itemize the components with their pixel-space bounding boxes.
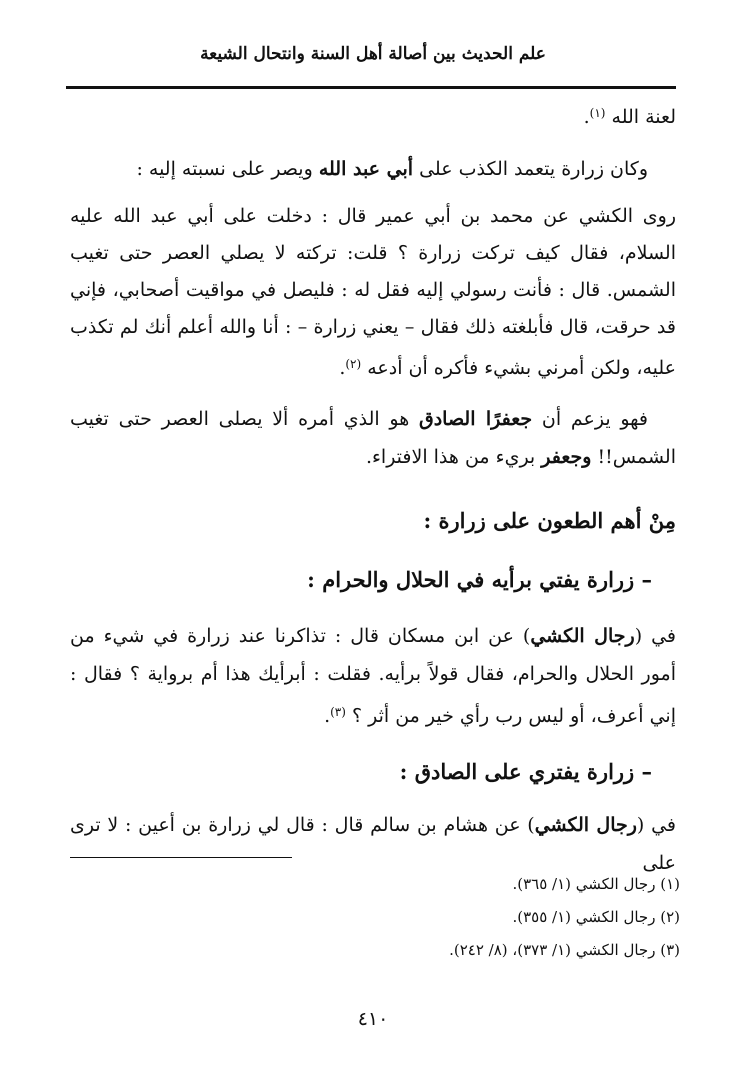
p4-part-e: بريء من هذا الافتراء. — [365, 446, 542, 468]
p4-bold-name-2: وجعفر — [541, 446, 592, 468]
p1-text: لعنة الله — [611, 106, 676, 128]
p6-bold-source: رجال الكشي — [534, 814, 637, 836]
p5-end: . — [324, 705, 331, 727]
paragraph-5 — [70, 617, 676, 735]
p6-part-c: ) عن هشام بن سالم قال : قال لي زرارة بن أعين : لا ترى على — [70, 814, 676, 874]
p2-part-a: وكان زرارة يتعمد الكذب على — [413, 158, 648, 180]
p2-bold-name: أبي عبد الله — [318, 158, 414, 180]
running-header-title: علم الحديث بين أصالة أهل السنة وانتحال الشيعة — [200, 44, 546, 64]
footnote-2: (٢) رجال الكشي (١/ ٣٥٥). — [512, 908, 680, 926]
p4-part-a: فهو يزعم أن — [532, 408, 649, 430]
footnote-ref-2[interactable]: (٢) — [345, 357, 362, 371]
p4-bold-name: جعفرًا الصادق — [418, 408, 533, 430]
section-heading: مِنْ أهم الطعون على زرارة : — [423, 508, 676, 533]
footnote-3: (٣) رجال الكشي (١/ ٣٧٣)، (٨/ ٢٤٢). — [449, 941, 680, 959]
p5-part-c: ) عن ابن مسكان قال : تذاكرنا عند زرارة في شيء من أمور الحلال والحرام، فقال قولاً برأيه. فقلت : أبرأيك هذا أم برواية ؟ فقال : إني أعرف، أو ليس رب رأي خير من أثر ؟ — [70, 625, 676, 727]
header-divider — [66, 86, 676, 89]
page-number: ٤١٠ — [357, 1008, 389, 1030]
p3-end: . — [339, 357, 346, 379]
p3-text: روى الكشي عن محمد بن أبي عمير قال : دخلت على أبي عبد الله عليه السلام، فقال كيف تركت زرارة ؟ قلت: تركته لا يصلي العصر حتى تغيب الشمس. قال : فأنت رسولي إليه فقل له : فليصل في مواقيت أصحابي، فإني قد حرقت، قال فأبلغته ذلك فقال – يعني زرارة – : أنا والله أعلم أنك لم تكذب عليه، ولكن أمرني بشيء فأكره أن أدعه — [70, 205, 676, 379]
paragraph-1 — [70, 94, 676, 136]
subheading-1: – زرارة يفتي برأيه في الحلال والحرام : — [307, 567, 652, 592]
paragraph-2 — [70, 150, 676, 188]
footnote-divider — [70, 857, 292, 858]
paragraph-3 — [70, 198, 676, 387]
subheading-2: – زرارة يفتري على الصادق : — [399, 759, 652, 784]
footnote-ref-3[interactable]: (٣) — [330, 705, 346, 719]
p1-end: . — [583, 106, 590, 128]
footnotes — [70, 868, 680, 967]
p6-part-a: في ( — [636, 814, 676, 836]
p5-part-a: في ( — [634, 625, 676, 647]
p2-part-c: ويصر على نسبته إليه : — [136, 158, 319, 180]
p4-part-c: هو الذي أمره ألا يصلى العصر حتى تغيب الشمس!! — [70, 408, 676, 468]
footnote-ref-1[interactable]: (١) — [589, 106, 606, 120]
paragraph-4 — [70, 400, 676, 476]
p5-bold-source: رجال الكشي — [530, 625, 635, 647]
footnote-1: (١) رجال الكشي (١/ ٣٦٥). — [512, 875, 680, 893]
